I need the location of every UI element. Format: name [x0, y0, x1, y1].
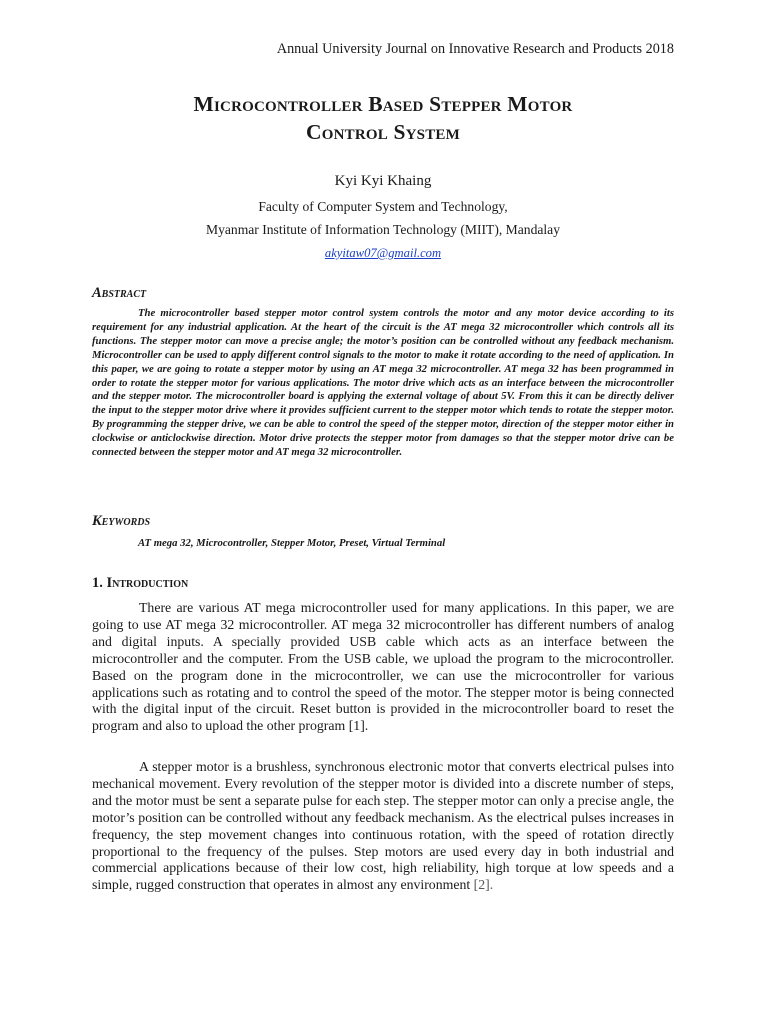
keywords-text: AT mega 32, Microcontroller, Stepper Motor, Preset, Virtual Terminal: [138, 537, 446, 549]
author-affiliation-2: Myanmar Institute of Information Technology (MIIT), Mandalay: [205, 222, 561, 237]
paragraph-2-text: A stepper motor is a brushless, synchronous electronic motor that converts electrical pulses into mechanical movement. Every revolution of the stepper motor is divided into a discrete number of steps, and the motor must be sent a separate pulse for each step. The stepper motor can only a precise angle, the motor’s position can be controlled without any feedback mechanism. As the electrical pulses increases in frequency, the step movement changes into continuous rotation, with the speed of rotation directly proportional to the frequency of the pulses. Step motors are used every day in both industrial and commercial applications because of their low cost, high reliability, high torque at low speeds and a simple, rugged construction that operates in almost any environment: [92, 759, 674, 893]
introduction-paragraph-1: There are various AT mega microcontroller used for many applications. In this paper, we are going to use AT mega 32 microcontroller. AT mega 32 microcontroller has different numbers of analog and digital inputs. A specially provided USB cable which acts as an interface between the microcontroller and the computer. From the USB cable, we upload the program to the microcontroller. Based on the program done in the microcontroller, we can use the microcontroller for various applications such as rotating and to control the speed of the motor. The stepper motor is being connected with the digital input of the circuit. Reset button is provided in the microcontroller board to reset the program and also to upload the other program [1].: [92, 600, 674, 734]
journal-header: Annual University Journal on Innovative Research and Products 2018: [276, 41, 674, 57]
citation-link[interactable]: [2].: [473, 877, 494, 893]
abstract-heading: Abstract: [92, 285, 147, 301]
email-link[interactable]: akyitaw07@gmail.com: [324, 246, 442, 260]
author-affiliation-1: Faculty of Computer System and Technology,: [258, 199, 508, 214]
introduction-heading: 1. Introduction: [92, 575, 189, 591]
paper-title: [92, 90, 674, 146]
author-email: [92, 246, 674, 261]
introduction-paragraph-2: [92, 759, 674, 894]
title-line-1: Microcontroller Based Stepper Motor: [193, 92, 573, 116]
keywords-heading: Keywords: [92, 513, 151, 529]
abstract-text: The microcontroller based stepper motor control system controls the motor and any motor device according to its requirement for any industrial application. At the heart of the circuit is the AT mega 32 microcontroller which controls all its functions. The stepper motor can move a precise angle; the motor’s position can be controlled without any feedback mechanism. Microcontroller can be used to apply different control signals to the motor to make it rotate according to the need of application. In this paper, we are going to rotate a stepper motor by using an AT mega 32 microcontroller. AT mega 32 has been programmed in order to rotate the stepper motor for various applications. The motor drive which acts as an interface between the microcontroller and the stepper motor. The microcontroller board is applying the external voltage of about 5V. From this it can be directly deliver the input to the stepper motor drive where it provides sufficient current to the stepper motor which tends to rotate the stepper motor. By programming the stepper drive, we can be able to control the speed of the stepper motor, direction of the stepper motor either in clockwise or anticlockwise direction. Motor drive protects the stepper motor from damages so that the stepper motor drive can be connected between the stepper motor and AT mega 32 microcontroller.: [92, 307, 674, 459]
author-name: Kyi Kyi Khaing: [334, 173, 432, 189]
title-line-2: Control System: [305, 120, 460, 144]
